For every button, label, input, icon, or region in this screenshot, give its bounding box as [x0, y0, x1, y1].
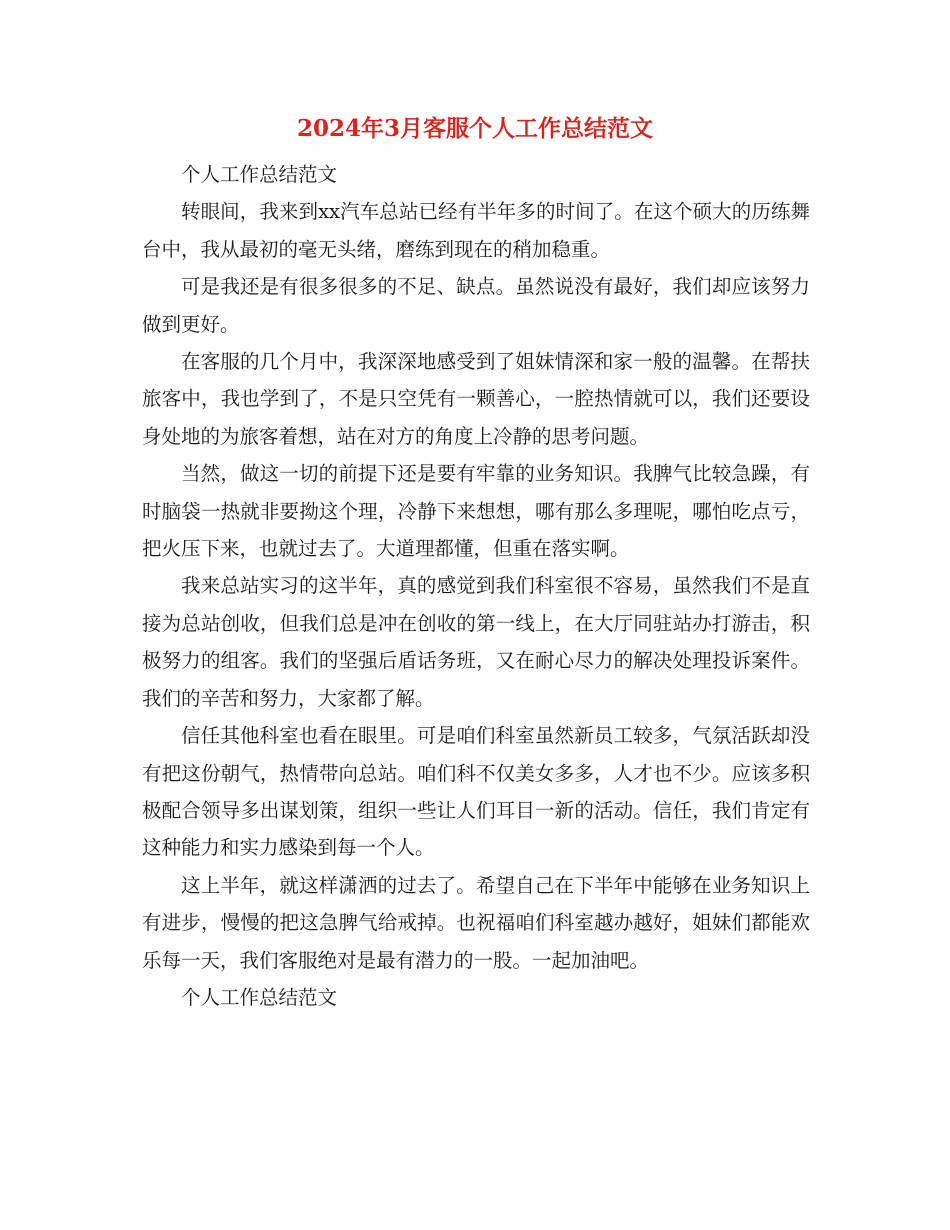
- paragraph: 个人工作总结范文: [181, 163, 338, 186]
- paragraph: 个人工作总结范文: [181, 985, 338, 1009]
- paragraph: 在客服的几个月中，我深深地感受到了姐妹情深和家一般的温馨。在帮扶旅客中，我也学到了，不是只空凭有一颗善心，一腔热情就可以，我们还要设身处地的为旅客着想，站在对方的角度上冷静的思考问题。: [142, 350, 810, 448]
- paragraph: 当然，做这一切的前提下还是要有牢靠的业务知识。我脾气比较急躁，有时脑袋一热就非要拗这个理，冷静下来想想，哪有那么多理呢，哪怕吃点亏，把火压下来，也就过去了。大道理都懂，但重在落实啊。: [142, 462, 810, 561]
- paragraph: 这上半年，就这样潇洒的过去了。希望自己在下半年中能够在业务知识上有进步，慢慢的把这急脾气给戒掉。也祝福咱们科室越办越好，姐妹们都能欢乐每一天，我们客服绝对是最有潜力的一股。一起加油吧。: [142, 873, 810, 972]
- paragraph: 我来总站实习的这半年，真的感觉到我们科室很不容易，虽然我们不是直接为总站创收，但我们总是冲在创收的第一线上，在大厅同驻站办打游击，积极努力的组客。我们的坚强后盾话务班，又在耐心尽力的解决处理投诉案件。我们的辛苦和努力，大家都了解。: [142, 574, 810, 710]
- paragraph: 可是我还是有很多很多的不足、缺点。虽然说没有最好，我们却应该努力做到更好。: [142, 275, 810, 336]
- document-body: [142, 156, 810, 1016]
- paragraph: 信任其他科室也看在眼里。可是咱们科室虽然新员工较多，气氛活跃却没有把这份朝气，热情带向总站。咱们科不仅美女多多，人才也不少。应该多积极配合领导多出谋划策，组织一些让人们耳目一新的活动。信任，我们肯定有这种能力和实力感染到每一个人。: [142, 724, 810, 860]
- paragraph: 转眼间，我来到xx汽车总站已经有半年多的时间了。在这个硕大的历练舞台中，我从最初的毫无头绪，磨练到现在的稍加稳重。: [142, 200, 810, 261]
- document-title: 2024年3月客服个人工作总结范文: [296, 115, 654, 142]
